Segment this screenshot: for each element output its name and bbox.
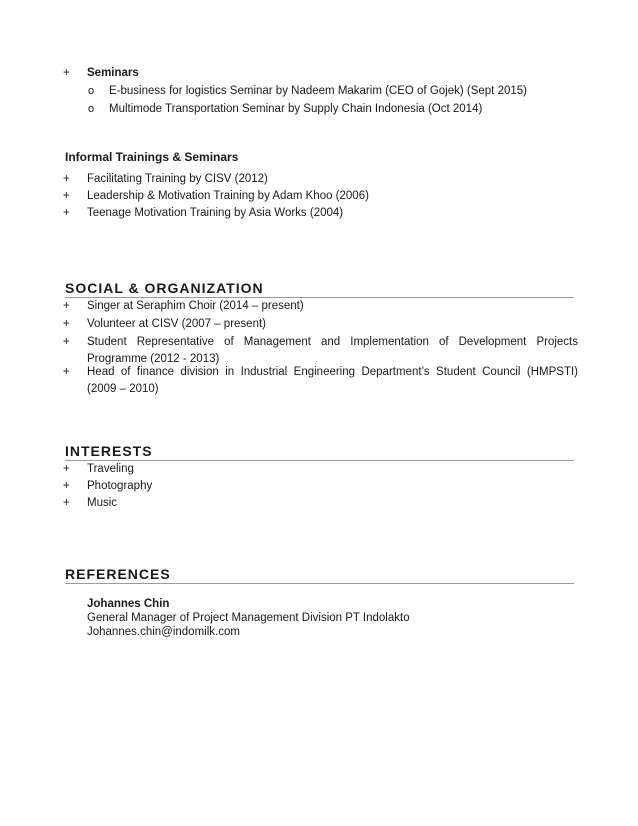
social-item-text: Student Representative of Management and Implementation of Development Projects Programme (2012 - 2013) [87, 336, 578, 366]
reference-position: General Manager of Project Management Division PT Indolakto [87, 612, 410, 624]
section-title-references: REFERENCES [65, 565, 574, 584]
bullet-plus: + [63, 480, 70, 492]
informal-item-text: Teenage Motivation Training by Asia Works (2004) [87, 207, 344, 219]
bullet-plus: + [63, 318, 70, 330]
bullet-plus: + [63, 67, 70, 79]
bullet-plus: + [63, 463, 70, 475]
sub-bullet: o [88, 103, 95, 115]
bullet-plus: + [63, 173, 70, 185]
interest-item-text: Photography [87, 480, 153, 492]
interest-item-text: Music [87, 497, 118, 509]
informal-item-text: Leadership & Motivation Training by Adam Khoo (2006) [87, 190, 369, 202]
interest-item-text: Traveling [87, 463, 134, 475]
reference-name: Johannes Chin [87, 598, 170, 610]
bullet-plus: + [63, 190, 70, 202]
bullet-plus: + [63, 366, 70, 378]
social-item-text: Volunteer at CISV (2007 – present) [87, 318, 266, 330]
bullet-plus: + [63, 300, 70, 312]
section-title-interests: INTERESTS [65, 442, 574, 461]
informal-heading: Informal Trainings & Seminars [65, 150, 239, 164]
social-item-text: Head of finance division in Industrial Engineering Department’s Student Council (HMPSTI) (2009 – 2010) [87, 366, 578, 396]
seminars-heading: Seminars [87, 67, 139, 79]
section-title-social: SOCIAL & ORGANIZATION [65, 279, 574, 298]
sub-bullet: o [88, 85, 95, 97]
seminar-item-text: E-business for logistics Seminar by Nadeem Makarim (CEO of Gojek) (Sept 2015) [109, 85, 527, 97]
seminar-item-text: Multimode Transportation Seminar by Supply Chain Indonesia (Oct 2014) [109, 103, 483, 115]
reference-email: Johannes.chin@indomilk.com [87, 626, 240, 638]
informal-item-text: Facilitating Training by CISV (2012) [87, 173, 268, 185]
bullet-plus: + [63, 207, 70, 219]
bullet-plus: + [63, 336, 70, 348]
bullet-plus: + [63, 497, 70, 509]
social-item-text: Singer at Seraphim Choir (2014 – present) [87, 300, 304, 312]
